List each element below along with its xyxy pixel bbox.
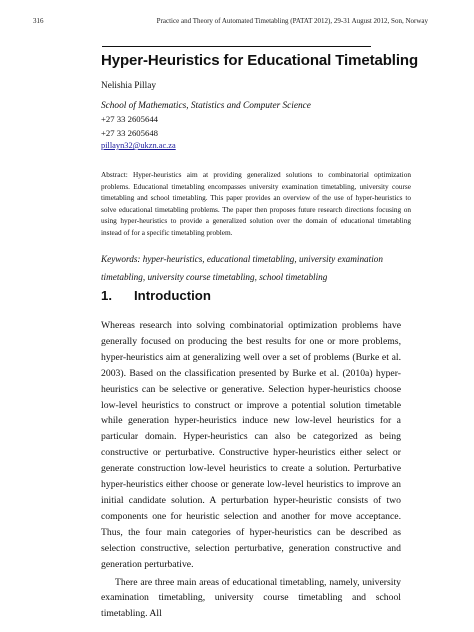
body-paragraph-2: There are three main areas of educational timetabling, namely, university examination timetabling, university course timetabling and school timetabling. All	[101, 576, 401, 620]
keywords: Keywords: hyper-heuristics, educational timetabling, university examination timetabling, university course timetabling, school timetabling	[101, 254, 383, 282]
phone-number-1: +27 33 2605644	[101, 114, 159, 124]
page-number: 316	[33, 17, 44, 25]
paper-title: Hyper-Heuristics for Educational Timetabling	[101, 52, 419, 69]
phone-number-2: +27 33 2605648	[101, 128, 159, 138]
title-rule	[102, 46, 371, 47]
running-header	[33, 17, 428, 25]
body-text	[101, 318, 401, 622]
section-heading	[101, 288, 211, 303]
section-number: 1.	[101, 288, 112, 303]
author-affiliation: School of Mathematics, Statistics and Computer Science	[101, 101, 311, 111]
abstract: Abstract: Hyper-heuristics aim at providing generalized solutions to combinatorial optimization problems. Educational timetabling encompasses university examination timetabling, university course timetabling and school timetabling. This paper provides an overview of the use of hyper-heuristics to solve educational timetabling problems. The paper then proposes future research directions focusing on using hyper-heuristics to provide a generalized solution over the domain of educational timetabling instead of for a specific timetabling problem.	[101, 170, 411, 237]
author-name: Nelishia Pillay	[101, 81, 157, 91]
author-email-link[interactable]: pillayn32@ukzn.ac.za	[101, 141, 176, 150]
section-title: Introduction	[134, 288, 211, 303]
running-title: Practice and Theory of Automated Timetabling (PATAT 2012), 29-31 August 2012, Son, Norway	[156, 17, 428, 25]
body-paragraph-1: Whereas research into solving combinatorial optimization problems have generally focused on producing the best results for one or more problems, hyper-heuristics aim at generalizing well over a set of problems (Burke et al. 2003). Based on the classification presented by Burke et al. (2010a) hyper-heuristics can be selective or generative. Selection hyper-heuristics choose low-level heuristics to construct or improve a potential solution timetable while generation hyper-heuristics induce new low-level heuristics for a particular domain. Hyper-heuristics can also be categorized as being constructive or perturbative. Constructive hyper-heuristics either select or generate construction low-level heuristics to create a solution. Perturbative hyper-heuristics either choose or generate low-level heuristics to improve an initial candidate solution. A perturbation hyper-heuristic consists of two components one for heuristic selection and another for move acceptance. Thus, the four main categories of hyper-heuristics can be described as selection constructive, selection perturbative, generation constructive and generation perturbative.	[101, 320, 401, 570]
